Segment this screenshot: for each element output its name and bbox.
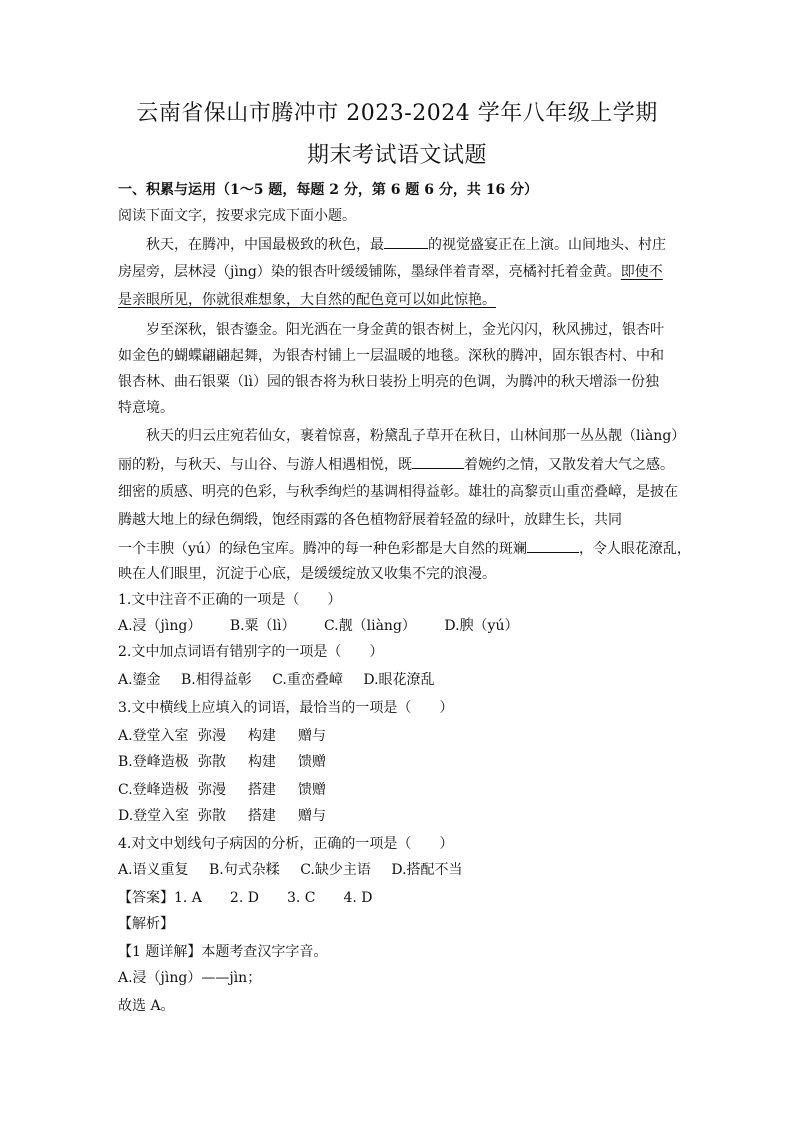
option-cell: 赠与 [298,808,326,824]
passage-text: 的视觉盛宴正在上演。山间地头、村庄 [428,237,666,253]
option-cell: C.登峰造极 [118,782,189,798]
option-cell: 搭建 [248,782,276,798]
fill-blank [527,538,579,553]
passage-line [118,262,663,282]
answer-key: 【答案】1. A 2. D 3. C 4. D [118,890,373,906]
option-cell: 馈赠 [298,782,326,798]
question-3-stem: 3.文中横线上应填入的词语，最恰当的一项是（ ） [118,700,454,716]
passage-line [146,234,666,255]
question-3-option-row [118,752,326,772]
option-cell: 弥散 [198,808,226,824]
question-3-option-row [118,806,326,826]
option-cell: 弥漫 [198,782,226,798]
option-cell: 构建 [248,728,276,744]
question-2-stem: 2.文中加点词语有错别字的一项是（ ） [118,644,384,660]
analysis-q1-label: 【1 题详解】本题考查汉字字音。 [118,944,328,960]
option: A.鎏金 [118,672,161,688]
underlined-sentence: 即使不 [620,264,663,280]
option-cell: 弥漫 [198,728,226,744]
option-cell: D.登堂入室 [118,808,190,824]
option-cell: 馈赠 [298,754,326,770]
question-1-options [118,616,518,636]
page-title-line2: 期末考试语文试题 [306,143,487,168]
analysis-label: 【解析】 [118,916,174,932]
passage-line: 细密的质感、明亮的色彩，与秋季绚烂的基调相得益彰。雄壮的高黎贡山重峦叠嶂，是披在 [118,484,678,500]
question-4-stem: 4.对文中划线句子病因的分析，正确的一项是（ ） [118,836,454,852]
section-heading: 一、积累与运用（1～5 题，每题 2 分，第 6 题 6 分，共 16 分） [118,182,539,198]
passage-text: ，令人眼花潦乱， [578,541,691,557]
option: B.相得益彰 [181,672,252,688]
fill-blank [412,454,464,469]
passage-line [118,290,496,310]
option-cell: 构建 [248,754,276,770]
analysis-q1-conclusion: 故选 A。 [118,998,175,1014]
question-1-stem: 1.文中注音不正确的一项是（ ） [118,592,342,608]
option: B.粟（lì） [229,618,296,634]
question-3-option-row [118,780,326,800]
option-cell: B.登峰造极 [118,754,189,770]
passage-text: 秋天，在腾冲，中国最极致的秋色，最 [146,237,384,253]
option: D.搭配不当 [391,862,463,878]
question-4-options [118,860,463,880]
option: A.浸（jìng） [118,618,202,634]
passage-text: 着婉约之情，又散发着大气之感。 [464,457,674,473]
option: C.重峦叠嶂 [272,672,343,688]
passage-line: 腾越大地上的绿色绸缎，饱经雨露的各色植物舒展着轻盈的绿叶，放肆生长，共同 [118,512,622,528]
option: A.语义重复 [118,862,189,878]
passage-line [118,538,691,559]
question-2-options [118,670,435,690]
passage-line: 映在人们眼里，沉淀于心底，是缓缓绽放又收集不完的浪漫。 [118,566,496,582]
passage-line: 秋天的归云庄宛若仙女，裹着惊喜，粉黛乱子草开在秋日，山林间那一丛丛靓（liàng） [146,428,686,444]
option: C.缺少主语 [300,862,371,878]
passage-line: 特意境。 [118,400,174,416]
option: D.眼花潦乱 [363,672,435,688]
passage-line: 银杏林、曲石银粟（lì）园的银杏将为秋日装扮上明亮的色调，为腾冲的秋天增添一份独 [118,374,659,390]
option: B.句式杂糅 [209,862,280,878]
passage-text: 丽的粉，与秋天、与山谷、与游人相遇相悦，既 [118,457,412,473]
underlined-sentence: 是亲眼所见，你就很难想象，大自然的配色竟可以如此惊艳。 [118,292,496,308]
page-title-line1: 云南省保山市腾冲市 2023-2024 学年八年级上学期 [136,101,658,126]
fill-blank [384,234,428,249]
passage-text: 一个丰腴（yú）的绿色宝库。腾冲的每一种色彩都是大自然的斑斓 [118,541,527,557]
passage-line [118,454,674,475]
option-cell: A.登堂入室 [118,728,189,744]
option-cell: 搭建 [248,808,276,824]
option: C.靓（liàng） [323,618,416,634]
passage-line: 如金色的蝴蝶翩翩起舞，为银杏村铺上一层温暖的地毯。深秋的腾冲，固东银杏村、中和 [118,348,664,364]
question-3-option-row [118,726,326,746]
passage-text: 房屋旁，层林浸（jìng）染的银杏叶缓缓铺陈，墨绿伴着青翠，亮橘衬托着金黄。 [118,264,621,280]
section-instruction: 阅读下面文字，按要求完成下面小题。 [118,208,356,224]
option: D.腴（yú） [444,618,519,634]
passage-line: 岁至深秋，银杏鎏金。阳光洒在一身金黄的银杏树上，金光闪闪，秋风拂过，银杏叶 [146,322,664,338]
option-cell: 赠与 [298,728,326,744]
analysis-q1-line: A.浸（jìng）——jìn； [118,970,262,986]
option-cell: 弥散 [198,754,226,770]
